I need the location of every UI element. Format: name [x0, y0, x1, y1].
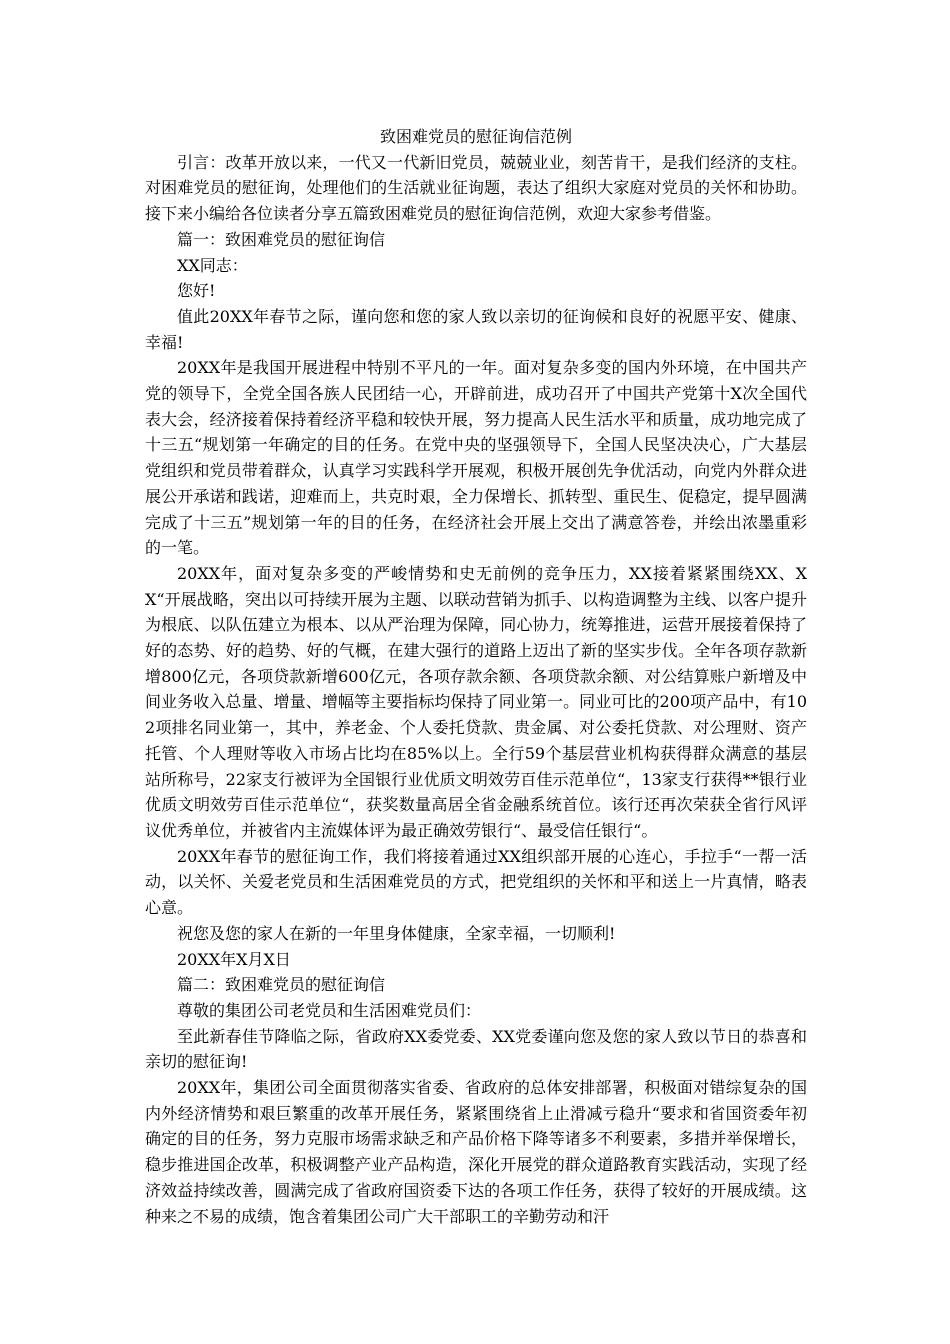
section-heading-1: 篇一：致困难党员的慰征询信	[177, 229, 386, 249]
section-heading-2: 篇二：致困难党员的慰征询信	[177, 975, 386, 995]
salutation: 尊敬的集团公司老党员和生活困难党员们：	[177, 1000, 482, 1020]
body-paragraph: 20XX年，面对复杂多变的严峻情势和史无前例的竞争压力，XX接着紧紧围绕XX、XX“开展战略，突出以可持续开展为主题、以联动营销为抓手、以构造调整为主线、以客户提升为根底、以队伍建立为根本、以从严治理为保障，同心协力，统筹推进，运营开展接着保持了好的态势、好的趋势、好的气概，在建大强行的道路上迈出了新的坚实步伐。全年各项存款新增800亿元，各项贷款新增600亿元，各项存款余额、各项贷款余额、对公结算账户新增及中间业务收入总量、增量、增幅等主要指标均保持了同业第一。同业可比的200项产品中，有102项排名同业第一，其中，养老金、个人委托贷款、贵金属、对公委托贷款、对公理财、资产托管、个人理财等收入市场占比均在85%以上。全行59个基层营业机构获得群众满意的基层站所称号，22家支行被评为全国银行业优质文明效劳百佳示范单位“，13家支行获得**银行业优质文明效劳百佳示范单位“，获奖数量高居全省金融系统首位。该行还再次荣获全省行风评议优秀单位，并被省内主流媒体评为最正确效劳银行“、最受信任银行“。	[145, 563, 807, 840]
document-body	[145, 124, 807, 1229]
body-paragraph: 20XX年是我国开展进程中特别不平凡的一年。面对复杂多变的国内外环境，在中国共产党的领导下，全党全国各族人民团结一心，开辟前进，成功召开了中国共产党第十X次全国代表大会，经济接着保持着经济平稳和较快开展，努力提高人民生活水平和质量，成功地完成了十三五“规划第一年确定的目的任务。在党中央的坚强领导下，全国人民坚决决心，广大基层党组织和党员带着群众，认真学习实践科学开展观，积极开展创先争优活动，向党内外群众进展公开承诺和践诺，迎难而上，共克时艰，全力保增长、抓转型、重民生、促稳定，提早圆满完成了十三五”规划第一年的目的任务，在经济社会开展上交出了满意答卷，并绘出浓墨重彩的一笔。	[145, 358, 807, 558]
greeting: 您好!	[177, 281, 216, 301]
body-paragraph: 20XX年春节的慰征询工作，我们将接着通过XX组织部开展的心连心，手拉手“一帮一活动，以关怀、关爱老党员和生活困难党员的方式，把党组织的关怀和平和送上一片真情，略表心意。	[145, 846, 807, 918]
salutation: XX同志：	[177, 255, 248, 275]
document-title: 致困难党员的慰征询信范例	[379, 127, 572, 146]
closing-wish: 祝您及您的家人在新的一年里身体健康，全家幸福，一切顺利!	[177, 923, 616, 943]
body-paragraph: 20XX年，集团公司全面贯彻落实省委、省政府的总体安排部署，积极面对错综复杂的国内外经济情势和艰巨繁重的改革开展任务，紧紧围绕省上止滑减亏稳升“要求和省国资委年初确定的目的任务，努力克服市场需求缺乏和产品价格下降等诸多不利要素，多措并举保增长，稳步推进国企改革，积极调整产业产品构造，深化开展党的群众道路教育实践活动，实现了经济效益持续改善，圆满完成了省政府国资委下达的各项工作任务，获得了较好的开展成绩。这种来之不易的成绩，饱含着集团公司广大干部职工的辛勤劳动和汗	[145, 1078, 807, 1226]
intro-paragraph: 引言：改革开放以来，一代又一代新旧党员，兢兢业业，刻苦肯干，是我们经济的支柱。对困难党员的慰征询，处理他们的生活就业征询题，表达了组织大家庭对党员的关怀和协助。接下来小编给各位读者分享五篇致困难党员的慰征询信范例，欢迎大家参考借鉴。	[145, 152, 807, 224]
body-paragraph: 至此新春佳节降临之际，省政府XX委党委、XX党委谨向您及您的家人致以节日的恭喜和亲切的慰征询!	[145, 1026, 807, 1072]
body-paragraph: 值此20XX年春节之际，谨向您和您的家人致以亲切的征询候和良好的祝愿平安、健康、幸福!	[145, 306, 807, 352]
letter-date: 20XX年X月X日	[177, 949, 291, 969]
